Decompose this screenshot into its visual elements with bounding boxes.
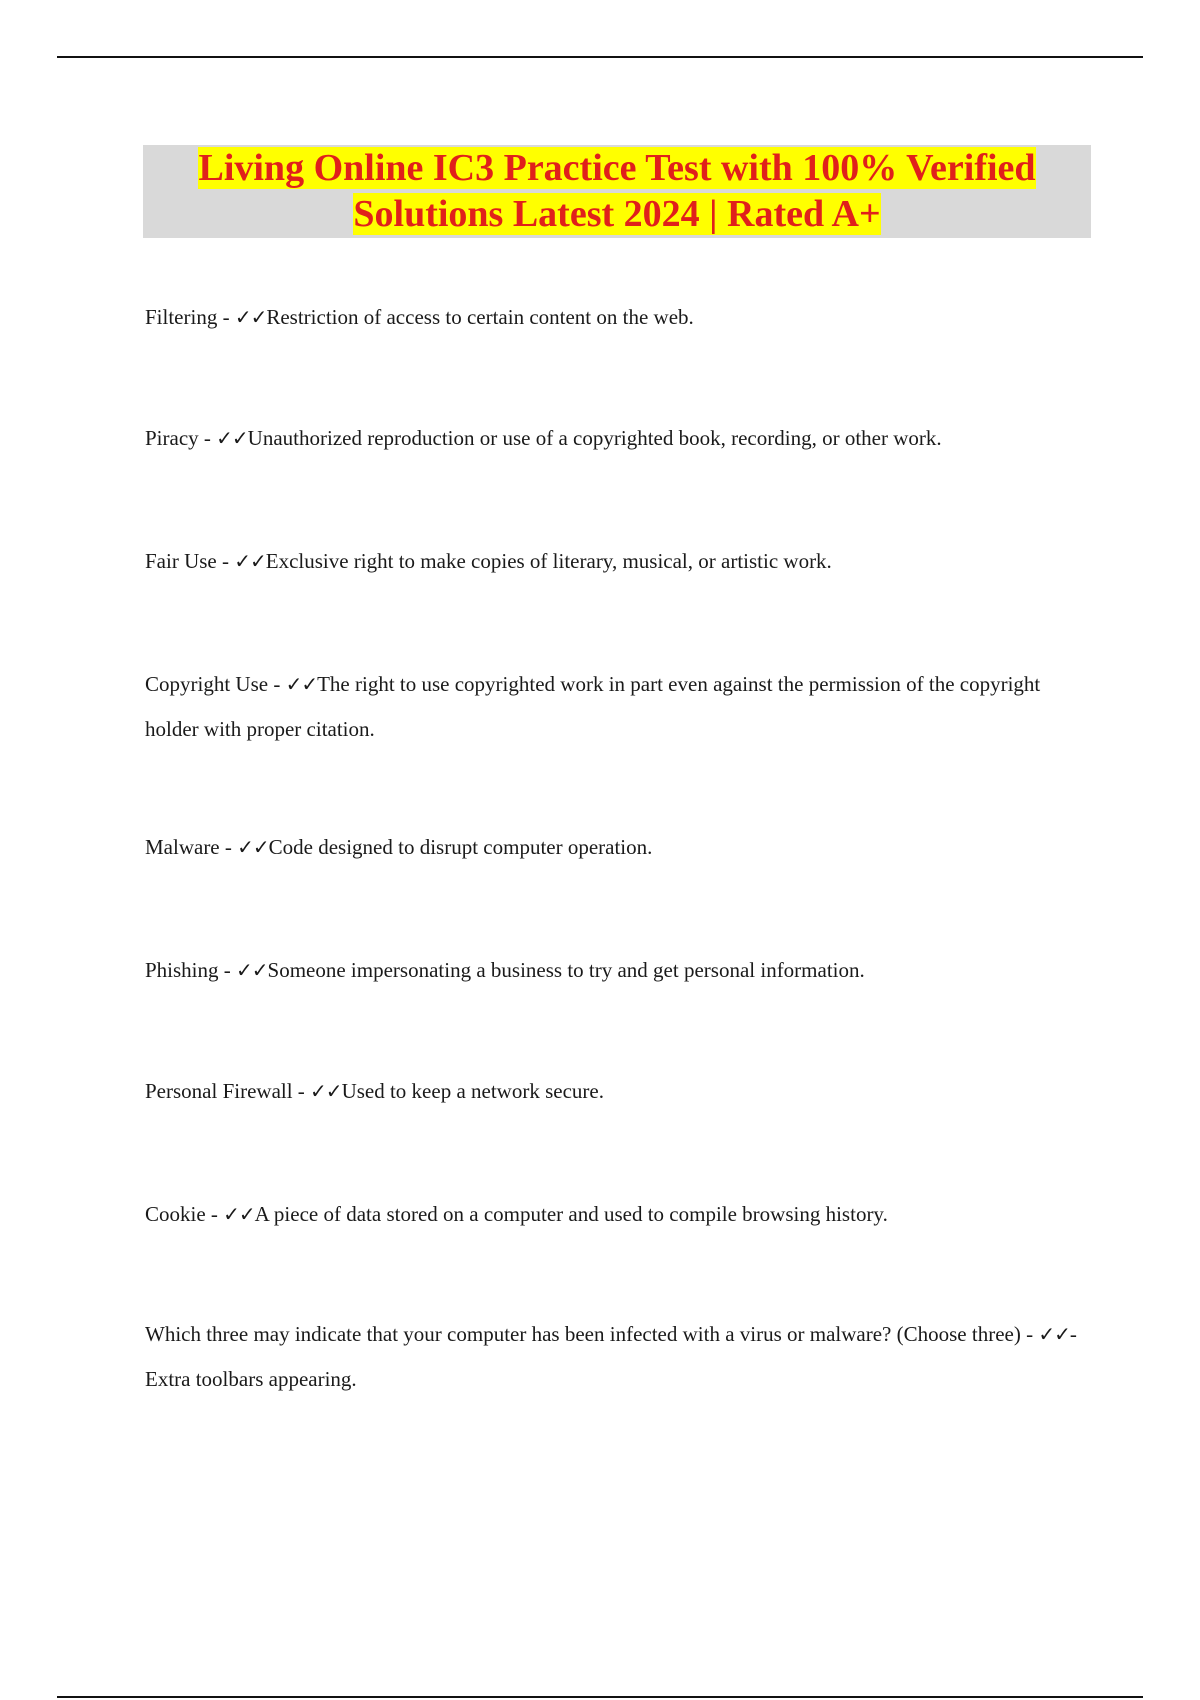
title-text-2: Solutions Latest 2024 | Rated A+ xyxy=(353,193,881,235)
check-icon: ✓✓ xyxy=(223,1202,255,1226)
entry-definition: The right to use copyrighted work in part even against the permission of the copyright holder with proper citation. xyxy=(145,672,1041,741)
entry-definition: Exclusive right to make copies of literary, musical, or artistic work. xyxy=(265,549,832,573)
entry-term: Phishing - xyxy=(145,958,237,982)
check-icon: ✓✓ xyxy=(237,835,269,859)
entry-definition: Used to keep a network secure. xyxy=(341,1079,604,1103)
entry-virus-question xyxy=(145,1312,1095,1402)
entry-term: Cookie - xyxy=(145,1202,224,1226)
check-icon: ✓✓ xyxy=(285,672,318,696)
entry-term: Fair Use - xyxy=(145,549,235,573)
entry-filtering xyxy=(145,295,1095,340)
entry-term: Filtering - xyxy=(145,305,235,329)
check-icon: ✓✓ xyxy=(216,426,248,450)
title-line-1 xyxy=(143,145,1091,191)
title-box xyxy=(143,145,1091,238)
check-icon: ✓✓ xyxy=(234,549,266,573)
check-icon: ✓✓ xyxy=(234,305,267,329)
entry-phishing xyxy=(145,948,1095,993)
entry-term: Piracy - xyxy=(145,426,217,450)
entry-definition: -Extra toolbars appearing. xyxy=(145,1322,1077,1391)
check-icon: ✓✓ xyxy=(310,1079,342,1103)
entry-term: Malware - xyxy=(145,835,238,859)
bottom-rule xyxy=(57,1696,1143,1698)
entry-definition: Restriction of access to certain content on the web. xyxy=(266,305,694,329)
check-icon: ✓✓ xyxy=(1038,1322,1070,1346)
top-rule xyxy=(57,56,1143,58)
entry-term: Copyright Use - xyxy=(145,672,286,696)
check-icon: ✓✓ xyxy=(236,958,268,982)
entry-definition: Someone impersonating a business to try and get personal information. xyxy=(267,958,865,982)
title-line-2 xyxy=(143,191,1091,237)
entry-term: Personal Firewall - xyxy=(145,1079,311,1103)
entry-term: Which three may indicate that your computer has been infected with a virus or malware? (Choose three) - xyxy=(145,1322,1039,1346)
entry-definition: Unauthorized reproduction or use of a copyrighted book, recording, or other work. xyxy=(247,426,942,450)
entry-cookie xyxy=(145,1192,1095,1237)
entry-fair-use xyxy=(145,539,1095,584)
entry-piracy xyxy=(145,416,1095,461)
entry-definition: A piece of data stored on a computer and used to compile browsing history. xyxy=(254,1202,888,1226)
title-text-1: Living Online IC3 Practice Test with 100% Verified xyxy=(198,147,1036,189)
entry-definition: Code designed to disrupt computer operation. xyxy=(268,835,653,859)
entry-copyright-use xyxy=(145,662,1095,752)
entry-malware xyxy=(145,825,1095,870)
entry-personal-firewall xyxy=(145,1069,1095,1114)
